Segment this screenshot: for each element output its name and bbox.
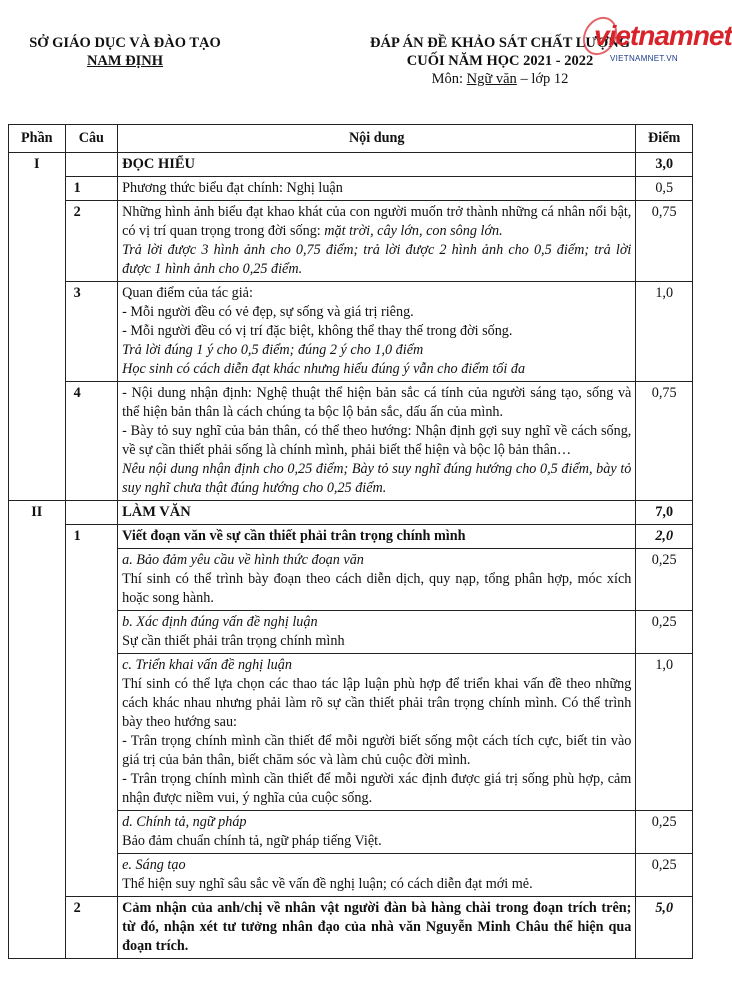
table-row bbox=[9, 282, 693, 382]
criterion-text: Thể hiện suy nghĩ sâu sắc về vấn đề nghị luận; có cách diễn đạt mới mẻ. bbox=[122, 876, 533, 892]
criterion-cell bbox=[118, 811, 636, 854]
answer-line: - Bày tỏ suy nghĩ của bản thân, có thể theo hướng: Nhận định gợi suy nghĩ về cách sống, về sự cần thiết phải sống là chính mình, phải biết thể hiện và bộc lộ bản thân… bbox=[122, 423, 632, 458]
criterion-title: b. Xác định đúng vấn đề nghị luận bbox=[122, 614, 318, 630]
vietnamnet-logo bbox=[570, 12, 732, 72]
exam-year: CUỐI NĂM HỌC 2021 - 2022 bbox=[406, 53, 594, 69]
criterion-score: 0,25 bbox=[636, 854, 693, 897]
question-number: 2 bbox=[65, 897, 118, 959]
question-number: 1 bbox=[65, 177, 118, 201]
table-row bbox=[9, 525, 693, 549]
table-row bbox=[9, 382, 693, 501]
answer-line: - Nội dung nhận định: Nghệ thuật thể hiện bản sắc cá tính của người sáng tạo, sống và thể hiện bản thân là cách chúng ta bộc lộ bản sắc, dấu ấn của mình. bbox=[122, 385, 632, 420]
header-diem: Điểm bbox=[636, 125, 693, 153]
criterion-text: Thí sinh có thể lựa chọn các thao tác lập luận phù hợp để triển khai vấn đề theo những cách khác nhau nhưng phải làm rõ sự cần thiết phải trân trọng chính mình. Có thể trình bày theo hướng sau: bbox=[122, 676, 632, 730]
criterion-cell bbox=[118, 611, 636, 654]
criterion-title: e. Sáng tạo bbox=[122, 857, 186, 873]
table-row bbox=[9, 153, 693, 177]
criterion-title: d. Chính tả, ngữ pháp bbox=[122, 814, 247, 830]
answer-italic: mặt trời, cây lớn, con sông lớn. bbox=[324, 223, 503, 239]
province-name: NAM ĐỊNH bbox=[86, 53, 164, 69]
exam-title: ĐÁP ÁN ĐỀ KHẢO SÁT CHẤT LƯỢNG bbox=[370, 35, 630, 51]
criterion-score: 0,25 bbox=[636, 611, 693, 654]
criterion-text: - Trân trọng chính mình cần thiết để mỗi người xác định được giá trị sống phù hợp, cảm nhận được niềm vui, ý nghĩa của cuộc sống. bbox=[122, 771, 632, 806]
answer-line: Quan điểm của tác giả: bbox=[122, 285, 253, 301]
criterion-cell bbox=[118, 654, 636, 811]
question-number: 2 bbox=[65, 201, 118, 282]
answer-cell bbox=[118, 201, 636, 282]
answer-score: 0,75 bbox=[636, 382, 693, 501]
part-number: I bbox=[9, 153, 66, 501]
scoring-note: Học sinh có cách diễn đạt khác nhưng hiểu đúng ý vẫn cho điểm tối đa bbox=[122, 361, 526, 377]
table-row bbox=[9, 177, 693, 201]
scoring-note: Trả lời đúng 1 ý cho 0,5 điểm; đúng 2 ý cho 1,0 điểm bbox=[122, 342, 424, 358]
criterion-title: c. Triển khai vấn đề nghị luận bbox=[122, 657, 292, 673]
question-title: Viết đoạn văn về sự cần thiết phải trân trọng chính mình bbox=[118, 525, 636, 549]
question-title: Cảm nhận của anh/chị về nhân vật người đàn bà hàng chài trong đoạn trích trên; từ đó, nhận xét tư tưởng nhân đạo của nhà văn Nguyễn Minh Châu thể hiện qua đoạn trích. bbox=[118, 897, 636, 959]
scoring-note: Nêu nội dung nhận định cho 0,25 điểm; Bày tỏ suy nghĩ đúng hướng cho 0,5 điểm, bày tỏ suy nghĩ chưa thật đúng hướng cho 0,25 điểm. bbox=[122, 461, 632, 496]
criterion-text: Bảo đảm chuẩn chính tả, ngữ pháp tiếng Việt. bbox=[122, 833, 382, 849]
answer-text: Phương thức biểu đạt chính: Nghị luận bbox=[118, 177, 636, 201]
criterion-title: a. Bảo đảm yêu cầu về hình thức đoạn văn bbox=[122, 552, 364, 568]
subject-line bbox=[300, 70, 700, 88]
scoring-note: Trả lời được 3 hình ảnh cho 0,75 điểm; trả lời được 2 hình ảnh cho 0,5 điểm; trả lời được 1 hình ảnh cho 0,25 điểm. bbox=[122, 242, 632, 277]
answer-cell bbox=[118, 282, 636, 382]
answer-line: - Mỗi người đều có vị trí đặc biệt, không thể thay thế trong đời sống. bbox=[122, 323, 513, 339]
section-title: LÀM VĂN bbox=[118, 501, 636, 525]
subject-name: Ngữ văn bbox=[466, 71, 517, 87]
table-header-row bbox=[9, 125, 693, 153]
question-score: 2,0 bbox=[636, 525, 693, 549]
department-name: SỞ GIÁO DỤC VÀ ĐÀO TẠO bbox=[29, 35, 221, 51]
table-row bbox=[9, 501, 693, 525]
answer-score: 1,0 bbox=[636, 282, 693, 382]
question-score: 5,0 bbox=[636, 897, 693, 959]
subject-prefix: Môn: bbox=[431, 71, 467, 87]
criterion-score: 0,25 bbox=[636, 811, 693, 854]
question-number: 3 bbox=[65, 282, 118, 382]
header-cau: Câu bbox=[65, 125, 118, 153]
header-noi-dung: Nội dung bbox=[118, 125, 636, 153]
logo-word: vietnamnet bbox=[594, 20, 732, 51]
answer-score: 0,75 bbox=[636, 201, 693, 282]
logo-url: VIETNAMNET.VN bbox=[610, 54, 678, 63]
section-score: 3,0 bbox=[636, 153, 693, 177]
department-block bbox=[0, 34, 250, 70]
criterion-text: - Trân trọng chính mình cần thiết để mỗi người biết sống một cách tích cực, biết tin vào giá trị của bản thân, biết chăm sóc và làm chủ cuộc đời mình. bbox=[122, 733, 632, 768]
subject-suffix: – lớp 12 bbox=[516, 71, 569, 87]
part-number: II bbox=[9, 501, 66, 959]
criterion-cell bbox=[118, 854, 636, 897]
table-row bbox=[9, 201, 693, 282]
criterion-score: 1,0 bbox=[636, 654, 693, 811]
question-number: 4 bbox=[65, 382, 118, 501]
table-row bbox=[9, 897, 693, 959]
question-number: 1 bbox=[65, 525, 118, 897]
section-score: 7,0 bbox=[636, 501, 693, 525]
criterion-cell bbox=[118, 549, 636, 611]
answer-cell bbox=[118, 382, 636, 501]
criterion-score: 0,25 bbox=[636, 549, 693, 611]
answer-table bbox=[8, 124, 693, 959]
criterion-text: Sự cần thiết phải trân trọng chính mình bbox=[122, 633, 345, 649]
answer-text: Những hình ảnh biểu đạt khao khát của con người muốn trở thành những cá nhân nổi bật, có vị trí quan trọng trong đời sống: bbox=[122, 204, 632, 239]
header-phan: Phần bbox=[9, 125, 66, 153]
answer-score: 0,5 bbox=[636, 177, 693, 201]
answer-line: - Mỗi người đều có vẻ đẹp, sự sống và giá trị riêng. bbox=[122, 304, 414, 320]
document-header bbox=[0, 0, 732, 120]
criterion-text: Thí sinh có thể trình bày đoạn theo cách diễn dịch, quy nạp, tổng phân hợp, móc xích hoặc song hành. bbox=[122, 571, 632, 606]
section-title: ĐỌC HIỂU bbox=[118, 153, 636, 177]
